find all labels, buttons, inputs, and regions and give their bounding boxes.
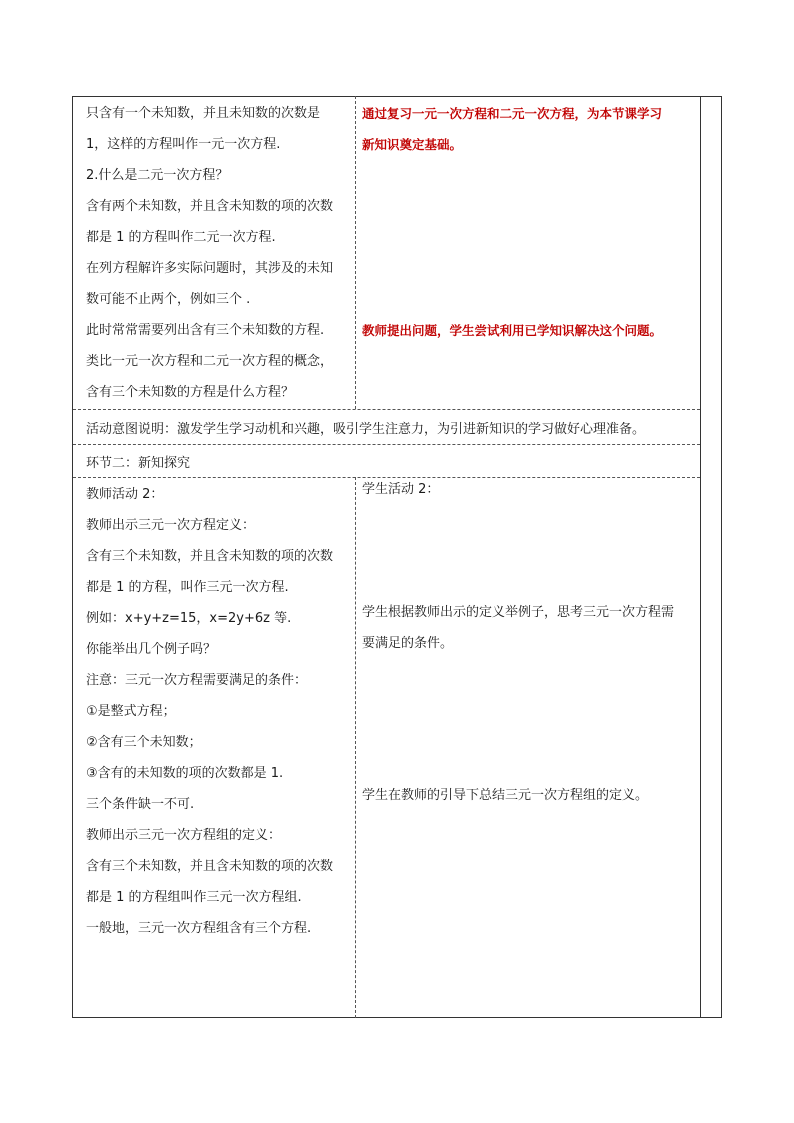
teacher-activity-line: 注意：三元一次方程需要满足的条件： bbox=[86, 673, 308, 688]
teacher-activity-line: 教师活动 2： bbox=[86, 487, 164, 502]
teacher-activity-line: 含有三个未知数，并且含未知数的项的次数 bbox=[86, 859, 334, 874]
student-activity-title: 学生活动 2： bbox=[362, 482, 440, 497]
row1-left-line: 含有两个未知数，并且含未知数的项的次数 bbox=[86, 199, 334, 214]
row1-right-note1 bbox=[362, 98, 698, 160]
column-divider-top bbox=[355, 96, 356, 409]
right-margin-rule bbox=[700, 96, 701, 1018]
row1-left-line: 在列方程解许多实际问题时，其涉及的未知 bbox=[86, 261, 334, 276]
row1-left-line: 数可能不止两个，例如三个 . bbox=[86, 292, 251, 307]
row1-left-line: 此时常常需要列出含有三个未知数的方程. bbox=[86, 323, 325, 338]
column-divider-bottom bbox=[355, 477, 356, 1018]
teacher-activity-line: ①是整式方程； bbox=[86, 704, 176, 719]
teacher-activity-cell bbox=[86, 479, 352, 944]
teacher-activity-line: 教师出示三元一次方程组的定义： bbox=[86, 828, 282, 843]
row1-left-line: 2.什么是二元一次方程？ bbox=[86, 168, 229, 183]
student-activity-para2 bbox=[362, 780, 698, 811]
teacher-activity-line: 都是 1 的方程，叫作三元一次方程. bbox=[86, 580, 289, 595]
row1-left-line: 类比一元一次方程和二元一次方程的概念， bbox=[86, 354, 334, 369]
row1-left-line: 都是 1 的方程叫作二元一次方程. bbox=[86, 230, 276, 245]
design-intent-line: 教师提出问题，学生尝试利用已学知识解决这个问题。 bbox=[362, 323, 663, 338]
teacher-activity-line: 例如：x+y+z=15，x=2y+6z 等. bbox=[86, 611, 292, 626]
student-activity-line: 要满足的条件。 bbox=[362, 636, 454, 651]
student-activity-para1 bbox=[362, 597, 698, 659]
row1-right-note2 bbox=[362, 315, 698, 346]
teacher-activity-line: ②含有三个未知数； bbox=[86, 735, 202, 750]
design-intent-line: 通过复习一元一次方程和二元一次方程，为本节课学习 bbox=[362, 106, 663, 121]
teacher-activity-line: 三个条件缺一不可. bbox=[86, 797, 195, 812]
teacher-activity-line: 你能举出几个例子吗？ bbox=[86, 642, 217, 657]
student-activity-line: 学生根据教师出示的定义举例子，思考三元一次方程需 bbox=[362, 605, 675, 620]
teacher-activity-line: 含有三个未知数，并且含未知数的项的次数 bbox=[86, 549, 334, 564]
teacher-activity-line: 都是 1 的方程组叫作三元一次方程组. bbox=[86, 890, 302, 905]
student-activity-line: 学生在教师的引导下总结三元一次方程组的定义。 bbox=[362, 788, 649, 803]
teacher-activity-line: 教师出示三元一次方程定义： bbox=[86, 518, 256, 533]
row-divider-1 bbox=[73, 409, 700, 410]
row1-left-cell bbox=[86, 98, 352, 408]
design-intent-line: 新知识奠定基础。 bbox=[362, 137, 463, 152]
row1-left-line: 只含有一个未知数，并且未知数的次数是 bbox=[86, 106, 321, 121]
section-title: 环节二：新知探究 bbox=[86, 456, 191, 471]
row1-left-line: 含有三个未知数的方程是什么方程？ bbox=[86, 385, 295, 400]
row-divider-2 bbox=[73, 444, 700, 445]
teacher-activity-line: ③含有的未知数的项的次数都是 1. bbox=[86, 766, 284, 781]
teacher-activity-line: 一般地，三元一次方程组含有三个方程. bbox=[86, 921, 312, 936]
row1-left-line: 1，这样的方程叫作一元一次方程. bbox=[86, 137, 281, 152]
activity-intent: 活动意图说明：激发学生学习动机和兴趣，吸引学生注意力，为引进新知识的学习做好心理准备。 bbox=[86, 422, 646, 437]
student-activity-title-cell bbox=[362, 474, 698, 505]
